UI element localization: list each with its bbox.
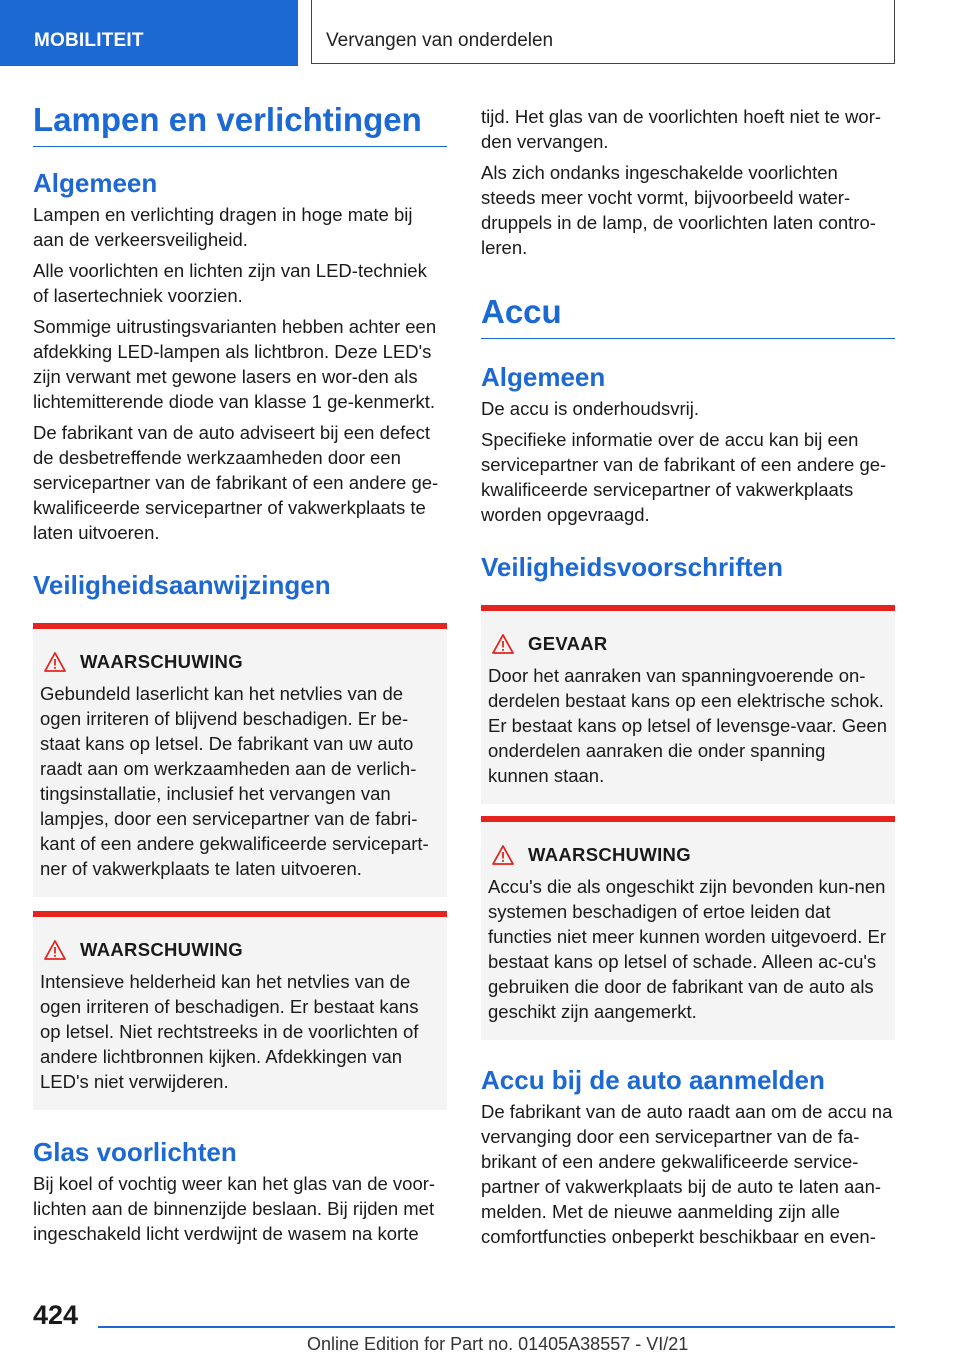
page-number: 424 xyxy=(33,1300,79,1330)
warning-label: WAARSCHUWING xyxy=(80,651,243,672)
warning-box xyxy=(33,911,447,1110)
warning-box xyxy=(481,816,895,1040)
paragraph: Alle voorlichten en lichten zijn van LED-techniek of lasertechniek voorzien. xyxy=(33,260,427,306)
paragraph: tijd. Het glas van de voorlichten hoeft niet te wor-den vervangen. xyxy=(481,106,882,152)
paragraph: Bij koel of vochtig weer kan het glas van de voor-lichten aan de binnenzijde beslaan. Bij rijden met ingeschakeld licht verdwijnt de wasem na korte xyxy=(33,1173,436,1244)
warning-label: WAARSCHUWING xyxy=(80,939,243,960)
paragraph: Specifieke informatie over de accu kan bij een servicepartner van de fabrikant of een andere ge-kwalificeerde servicepartner of vakwerkplaats worden opgevraagd. xyxy=(481,429,887,525)
danger-label: GEVAAR xyxy=(528,633,608,654)
heading-general: Algemeen xyxy=(481,362,606,392)
paragraph: De accu is onderhoudsvrij. xyxy=(481,398,699,419)
title-lamps: Lampen en verlichtingen xyxy=(33,100,447,147)
warning-triangle-icon xyxy=(492,845,514,865)
warning-label: WAARSCHUWING xyxy=(528,844,691,865)
section-tab: MOBILITEIT xyxy=(0,0,298,66)
paragraph: Sommige uitrustingsvarianten hebben achter een afdekking LED-lampen als lichtbron. Deze LED's zijn verwant met gewone lasers en wor-den als lichtemitterende diode van klasse 1 ge-kenmerkt. xyxy=(33,316,437,412)
paragraph: Als zich ondanks ingeschakelde voorlichten steeds meer vocht vormt, bijvoorbeeld water-druppels in de lamp, de voorlichten laten contro-leren. xyxy=(481,162,876,258)
chapter-title: Vervangen van onderdelen xyxy=(311,0,895,64)
heading-register-battery: Accu bij de auto aanmelden xyxy=(481,1065,825,1095)
paragraph: Lampen en verlichting dragen in hoge mate bij aan de verkeersveiligheid. xyxy=(33,204,413,250)
footer-divider xyxy=(98,1326,895,1328)
right-column xyxy=(481,104,895,1249)
warning-triangle-icon xyxy=(44,940,66,960)
heading-general: Algemeen xyxy=(33,168,158,198)
warning-triangle-icon xyxy=(492,634,514,654)
heading-safety-rules: Veiligheidsvoorschriften xyxy=(481,552,783,582)
edition-text: Online Edition for Part no. 01405A38557 - VI/21 xyxy=(307,1334,689,1354)
paragraph: De fabrikant van de auto raadt aan om de accu na vervanging door een servicepartner van de fa-brikant of een andere gekwalificeerde service-partner of vakwerkplaats bij de auto te laten aan-melden. Met de nieuwe aanmelding zijn alle comfortfuncties onbeperkt beschikbaar en even- xyxy=(481,1101,893,1247)
warning-box xyxy=(33,623,447,897)
warning-text: Gebundeld laserlicht kan het netvlies van de ogen irriteren of blijvend beschadigen. Er be-staat kans op letsel. De fabrikant van uw auto raadt aan om werkzaamheden aan de verlich-tingsinstallatie, inclusief het vervangen van lampjes, door een servicepartner van de fabri-kant of een andere gekwalificeerde servicepart-ner of vakwerkplaats te laten uitvoeren. xyxy=(40,683,429,879)
warning-text: Accu's die als ongeschikt zijn bevonden kun-nen systemen beschadigen of ertoe leiden dat functies niet meer kunnen worden uitgevoerd. Er bestaat kans op letsel of schade. Alleen ac-cu's gebruiken die door de fabrikant van de auto als geschikt zijn aangemerkt. xyxy=(488,876,886,1022)
heading-glass: Glas voorlichten xyxy=(33,1137,237,1167)
paragraph: De fabrikant van de auto adviseert bij een defect de desbetreffende werkzaamheden door een servicepartner van de fabrikant of een andere ge-kwalificeerde servicepartner of vakwerkplaats te laten uitvoeren. xyxy=(33,422,439,543)
danger-text: Door het aanraken van spanningvoerende on-derdelen bestaat kans op een elektrische schok. Er bestaat kans op letsel of levensge-vaar. Geen onderdelen aanraken die onder spanning kunnen staan. xyxy=(488,665,888,786)
page-header xyxy=(0,0,960,66)
warning-triangle-icon xyxy=(44,652,66,672)
danger-box xyxy=(481,605,895,804)
title-battery: Accu xyxy=(481,292,895,339)
warning-text: Intensieve helderheid kan het netvlies van de ogen irriteren of beschadigen. Er bestaat kans op letsel. Niet rechtstreeks in de voorlichten of andere lichtbronnen kijken. Afdekkingen van LED's niet verwijderen. xyxy=(40,971,419,1092)
heading-safety: Veiligheidsaanwijzingen xyxy=(33,570,331,600)
left-column xyxy=(33,100,447,1246)
